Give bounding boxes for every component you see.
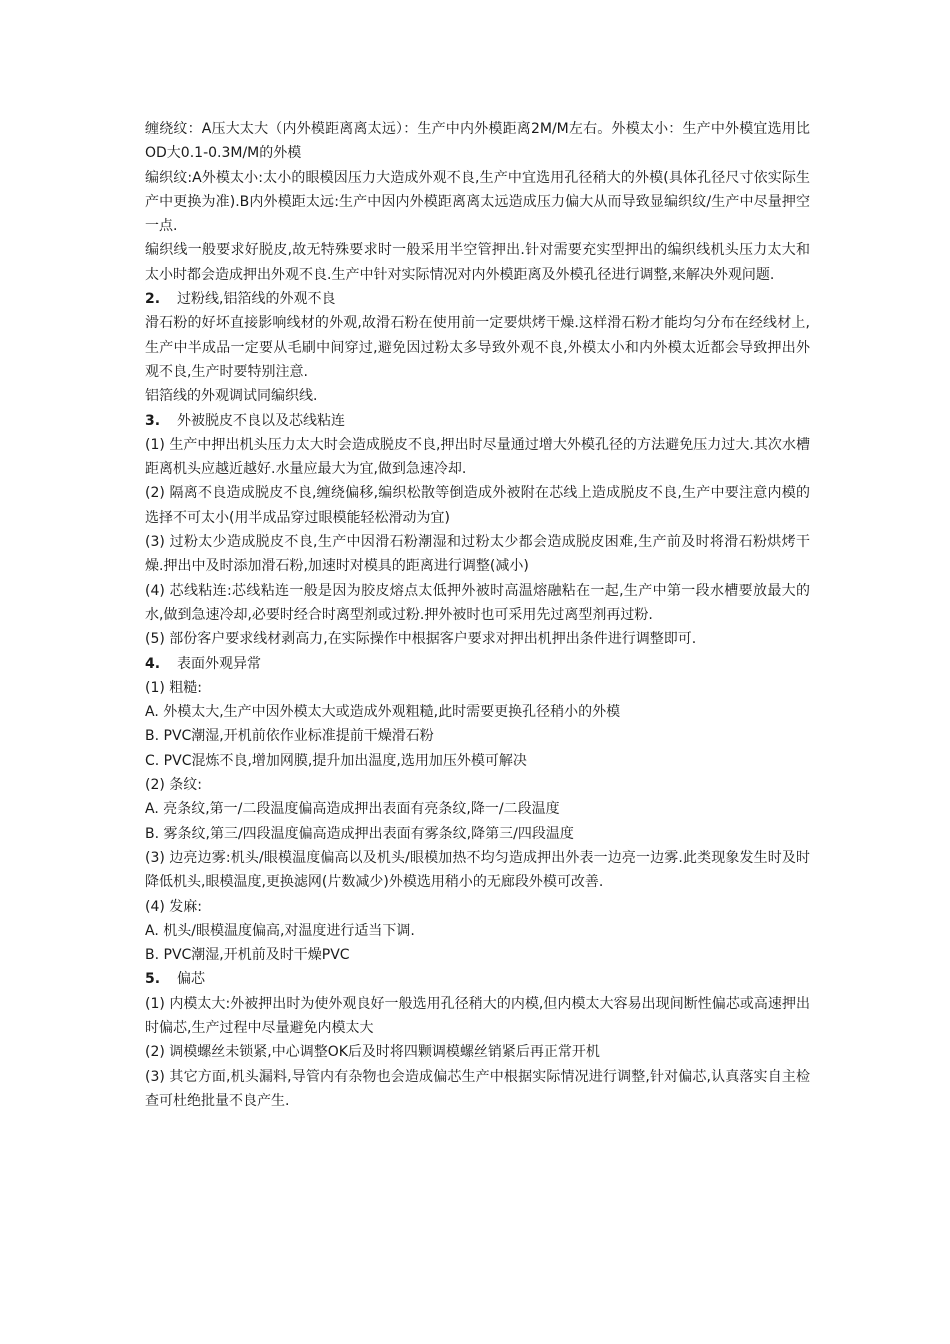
paragraph: B. 雾条纹,第三/四段温度偏高造成押出表面有雾条纹,降第三/四段温度: [145, 825, 574, 842]
paragraph: (1) 粗糙:: [145, 679, 202, 696]
paragraph: (4) 芯线粘连:芯线粘连一般是因为胶皮熔点太低押外被时高温熔融粘在一起,生产中第一段水槽要放最大的水,做到急速冷却,必要时经合时离型剂或过粉.押外被时也可采用先过离型剂再过粉.: [145, 582, 810, 623]
paragraph: (3) 过粉太少造成脱皮不良,生产中因滑石粉潮湿和过粉太少都会造成脱皮困难,生产前及时将滑石粉烘烤干燥.押出中及时添加滑石粉,加速时对模具的距离进行调整(减小): [145, 534, 810, 575]
section-heading: [145, 409, 810, 433]
section-number: 2.: [145, 291, 161, 308]
paragraph: (2) 隔离不良造成脱皮不良,缠绕偏移,编织松散等倒造成外被附在芯线上造成脱皮不良,生产中要注意内模的选择不可太小(用半成品穿过眼模能轻松滑动为宜): [145, 485, 810, 526]
paragraph: (2) 调模螺丝未锁紧,中心调整OK后及时将四颗调模螺丝销紧后再正常开机: [145, 1044, 600, 1061]
section-number: 5.: [145, 971, 161, 988]
paragraph: 铝箔线的外观调试同编织线.: [145, 388, 318, 405]
paragraph: 缠绕纹：A压大太大（内外模距离离太远）：生产中内外模距离2M/M左右。外模太小：生产中外模宜选用比OD大0.1-0.3M/M的外模: [145, 121, 810, 162]
section-title: 外被脱皮不良以及芯线粘连: [177, 412, 345, 429]
paragraph: (5) 部份客户要求线材剥高力,在实际操作中根据客户要求对押出机押出条件进行调整即可.: [145, 631, 697, 648]
section-number: 3.: [145, 412, 161, 429]
paragraph: B. PVC潮湿,开机前及时干燥PVC: [145, 947, 350, 964]
section-title: 偏芯: [177, 971, 205, 988]
paragraph: C. PVC混炼不良,增加网膜,提升加出温度,选用加压外模可解决: [145, 752, 527, 769]
section-title: 表面外观异常: [177, 655, 261, 672]
paragraph: (1) 内模太大:外被押出时为使外观良好一般选用孔径稍大的内模,但内模太大容易出现间断性偏芯或高速押出时偏芯,生产过程中尽量避免内模太大: [145, 995, 810, 1036]
section-heading: [145, 287, 810, 311]
paragraph: 滑石粉的好坏直接影响线材的外观,故滑石粉在使用前一定要烘烤干燥.这样滑石粉才能均匀分布在经线材上,生产中半成品一定要从毛刷中间穿过,避免因过粉太多导致外观不良,外模太小和内外模太近都会导致押出外观不良,生产时要特别注意.: [145, 315, 810, 380]
paragraph: (2) 条纹:: [145, 777, 202, 794]
paragraph: 编织纹:A外模太小:太小的眼模因压力大造成外观不良,生产中宜选用孔径稍大的外模(具体孔径尺寸依实际生产中更换为准).B内外模距太远:生产中因内外模距离离太远造成压力偏大从而导致显编织纹/生产中尽量押空一点.: [145, 169, 810, 235]
paragraph: A. 外模太大,生产中因外模太大或造成外观粗糙,此时需要更换孔径稍小的外模: [145, 704, 621, 721]
document-body: [145, 117, 810, 1113]
paragraph: A. 机头/眼模温度偏高,对温度进行适当下调.: [145, 922, 415, 939]
paragraph: B. PVC潮湿,开机前依作业标准提前干燥滑石粉: [145, 728, 434, 745]
paragraph: (3) 其它方面,机头漏料,导管内有杂物也会造成偏芯生产中根据实际情况进行调整,针对偏芯,认真落实自主检查可杜绝批量不良产生.: [145, 1068, 810, 1109]
section-number: 4.: [145, 655, 161, 672]
paragraph: A. 亮条纹,第一/二段温度偏高造成押出表面有亮条纹,降一/二段温度: [145, 801, 560, 818]
section-title: 过粉线,铝箔线的外观不良: [177, 291, 336, 308]
paragraph: (3) 边亮边雾:机头/眼模温度偏高以及机头/眼模加热不均匀造成押出外表一边亮一边雾.此类现象发生时及时降低机头,眼模温度,更换滤网(片数减少)外模选用稍小的无廊段外模可改善.: [145, 849, 810, 891]
paragraph: (1) 生产中押出机头压力太大时会造成脱皮不良,押出时尽量通过增大外模孔径的方法避免压力过大.其次水槽距离机头应越近越好.水量应最大为宜,做到急速冷却.: [145, 436, 810, 478]
section-heading: [145, 967, 810, 991]
section-heading: [145, 652, 810, 676]
paragraph: 编织线一般要求好脱皮,故无特殊要求时一般采用半空管押出.针对需要充实型押出的编织线机头压力太大和太小时都会造成押出外观不良.生产中针对实际情况对内外模距离及外模孔径进行调整,来解决外观问题.: [145, 242, 810, 283]
paragraph: (4) 发麻:: [145, 898, 202, 915]
